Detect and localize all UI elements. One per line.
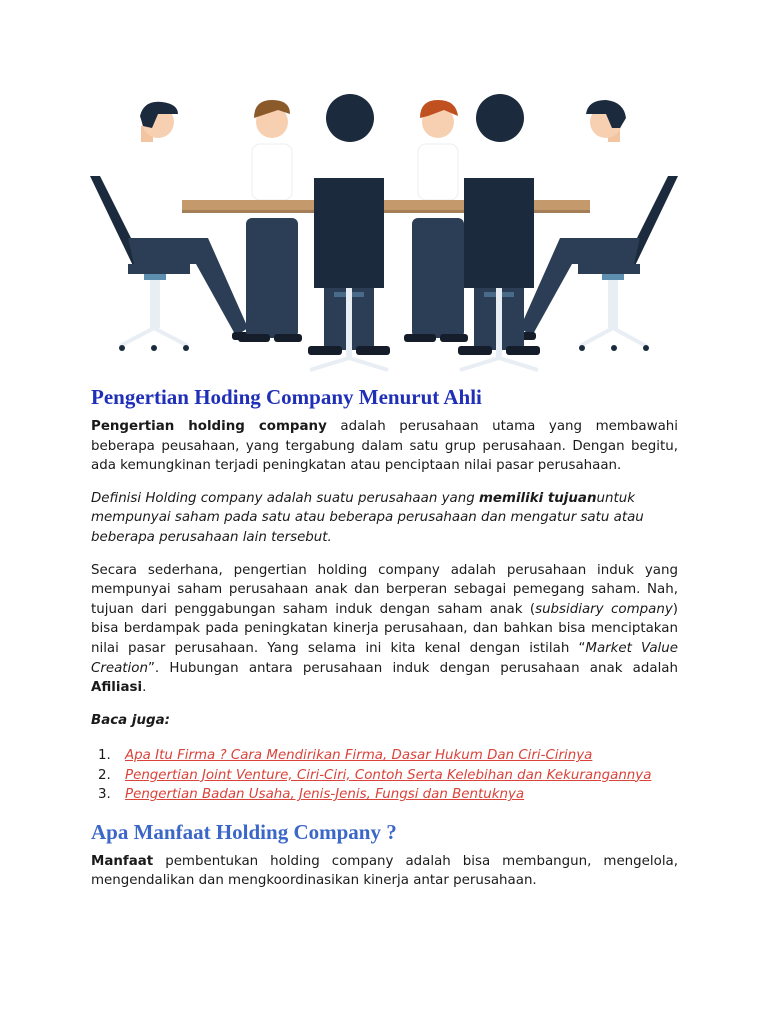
- list-item: [115, 785, 678, 804]
- person-back-2: [404, 100, 468, 342]
- baca-juga-label: Baca juga:: [91, 712, 170, 728]
- related-links-list: [91, 746, 678, 804]
- list-item: [115, 746, 678, 765]
- link-joint-venture[interactable]: Pengertian Joint Venture, Ciri-Ciri, Contoh Serta Kelebihan dan Kekurangannya: [125, 767, 652, 783]
- person-front-1: [308, 94, 390, 370]
- link-badan-usaha[interactable]: Pengertian Badan Usaha, Jenis-Jenis, Fungsi dan Bentuknya: [125, 787, 525, 803]
- link-firma[interactable]: Apa Itu Firma ? Cara Mendirikan Firma, Dasar Hukum Dan Ciri-Cirinya: [125, 748, 593, 764]
- paragraph-pengertian: Pengertian holding company adalah perusahaan utama yang membawahi beberapa peusahaan, yang tergabung dalam satu grup perusahaan. Dengan begitu, ada kemungkinan terjadi peningkatan atau penciptaan nilai pasar perusahaan.: [91, 419, 678, 474]
- bold-manfaat: Manfaat: [91, 853, 154, 869]
- bold-term: Pengertian holding company: [91, 419, 327, 434]
- list-item: [115, 766, 678, 785]
- heading-manfaat: Apa Manfaat Holding Company ?: [91, 819, 397, 844]
- person-left: [128, 102, 262, 340]
- article-body: [91, 384, 678, 904]
- meeting-illustration: [88, 88, 680, 378]
- paragraph-definisi: Definisi Holding company adalah suatu perusahaan yang memiliki tujuanuntuk mempunyai saham pada satu atau beberapa perusahaan dan mengatur satu atau beberapa perusahaan lain tersebut.: [91, 490, 644, 545]
- bold-afiliasi: Afiliasi: [91, 680, 143, 696]
- paragraph-sederhana: Secara sederhana, pengertian holding company adalah perusahaan induk yang mempunyai saham perusahaan anak dan berperan sebagai pemegang saham. Nah, tujuan dari penggabungan saham induk dengan saham anak (subsidiary company) bisa berdampak pada peningkatan kinerja perusahaan, dan bahkan bisa menciptakan nilai pasar perusahaan. Yang selama ini kita kenal dengan istilah “Market Value Creation”. Hubungan antara perusahaan induk dengan perusahaan anak adalah Afiliasi.: [91, 562, 678, 696]
- heading-pengertian: Pengertian Hoding Company Menurut Ahli: [91, 385, 482, 409]
- person-back-1: [238, 100, 302, 342]
- bold-tujuan: memiliki tujuan: [478, 490, 597, 506]
- paragraph-manfaat: Manfaat pembentukan holding company adalah bisa membangun, mengelola, mengendalikan dan mengkoordinasikan kinerja antar perusahaan.: [91, 853, 678, 889]
